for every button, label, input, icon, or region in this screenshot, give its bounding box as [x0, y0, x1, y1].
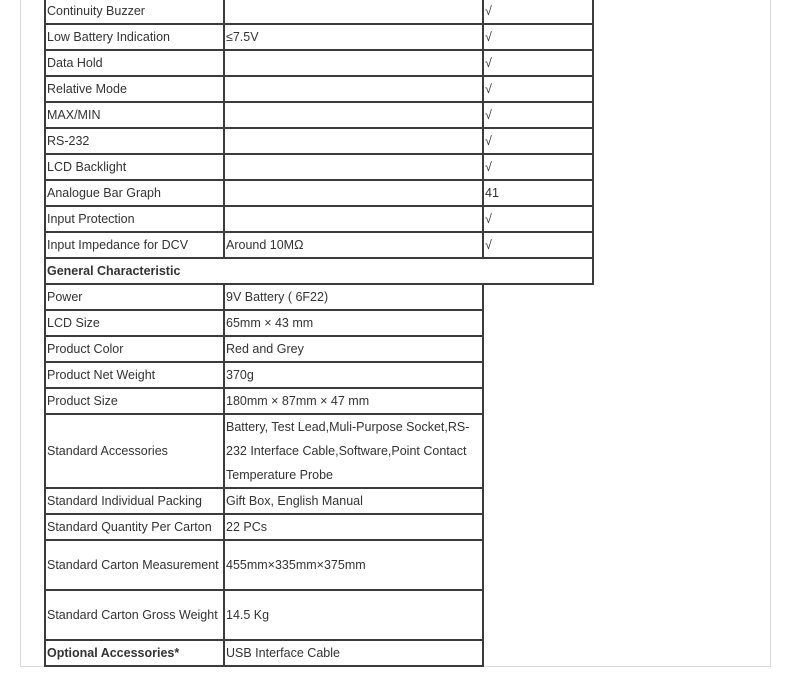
spec-name: Standard Quantity Per Carton: [45, 514, 224, 540]
spec-value: 14.5 Kg: [224, 590, 483, 640]
optional-accessories-label: Optional Accessories*: [45, 640, 224, 666]
spec-name: Power: [45, 284, 224, 310]
spec-value: 9V Battery ( 6F22): [224, 284, 483, 310]
feature-value: [224, 206, 483, 232]
feature-value: [224, 50, 483, 76]
feature-value: [224, 102, 483, 128]
table-row: [45, 206, 593, 232]
table-row: [45, 488, 593, 514]
feature-value: [224, 128, 483, 154]
table-row: [45, 128, 593, 154]
feature-mark: √: [483, 154, 593, 180]
spec-name: LCD Size: [45, 310, 224, 336]
table-row: [45, 514, 593, 540]
feature-mark: √: [483, 206, 593, 232]
spec-value: Battery, Test Lead,Muli-Purpose Socket,RS-232 Interface Cable,Software,Point Contact Temperature Probe: [224, 414, 483, 488]
spec-name: Standard Carton Measurement: [45, 540, 224, 590]
table-row: [45, 154, 593, 180]
spec-value: 65mm × 43 mm: [224, 310, 483, 336]
feature-name: Input Protection: [45, 206, 224, 232]
table-row: [45, 310, 593, 336]
spec-name: Standard Individual Packing: [45, 488, 224, 514]
feature-mark: √: [483, 50, 593, 76]
table-row: [45, 414, 593, 488]
feature-value: [224, 154, 483, 180]
spec-name: Product Net Weight: [45, 362, 224, 388]
spec-value: Gift Box, English Manual: [224, 488, 483, 514]
table-row: [45, 0, 593, 24]
feature-mark: √: [483, 232, 593, 258]
feature-name: MAX/MIN: [45, 102, 224, 128]
section-heading-row: [45, 258, 593, 284]
table-row: [45, 102, 593, 128]
table-row: [45, 284, 593, 310]
table-row: [45, 232, 593, 258]
feature-value: [224, 180, 483, 206]
table-row: [45, 388, 593, 414]
spec-name: Product Color: [45, 336, 224, 362]
feature-value: [224, 0, 483, 24]
feature-name: LCD Backlight: [45, 154, 224, 180]
feature-mark: √: [483, 0, 593, 24]
feature-mark: √: [483, 24, 593, 50]
optional-accessories-value: USB Interface Cable: [224, 640, 483, 666]
table-row: [45, 362, 593, 388]
feature-name: Relative Mode: [45, 76, 224, 102]
feature-mark: 41: [483, 180, 593, 206]
feature-mark: √: [483, 76, 593, 102]
table-row: [45, 180, 593, 206]
table-row: [45, 540, 593, 590]
feature-mark: √: [483, 102, 593, 128]
spec-value: 180mm × 87mm × 47 mm: [224, 388, 483, 414]
section-heading: General Characteristic: [45, 258, 593, 284]
feature-value: Around 10MΩ: [224, 232, 483, 258]
table-row: [45, 50, 593, 76]
spec-name: Standard Carton Gross Weight: [45, 590, 224, 640]
feature-mark: √: [483, 128, 593, 154]
feature-name: Continuity Buzzer: [45, 0, 224, 24]
table-row: [45, 76, 593, 102]
spec-value: Red and Grey: [224, 336, 483, 362]
spec-value: 455mm×335mm×375mm: [224, 540, 483, 590]
spec-value: 22 PCs: [224, 514, 483, 540]
feature-name: Analogue Bar Graph: [45, 180, 224, 206]
feature-name: Input Impedance for DCV: [45, 232, 224, 258]
feature-name: RS-232: [45, 128, 224, 154]
feature-value: [224, 76, 483, 102]
table-row: [45, 24, 593, 50]
table-row: [45, 336, 593, 362]
spec-name: Product Size: [45, 388, 224, 414]
spec-value: 370g: [224, 362, 483, 388]
feature-value: ≤7.5V: [224, 24, 483, 50]
spec-name: Standard Accessories: [45, 414, 224, 488]
feature-name: Data Hold: [45, 50, 224, 76]
specification-table: [44, 0, 594, 667]
table-row: [45, 640, 593, 666]
table-row: [45, 590, 593, 640]
feature-name: Low Battery Indication: [45, 24, 224, 50]
